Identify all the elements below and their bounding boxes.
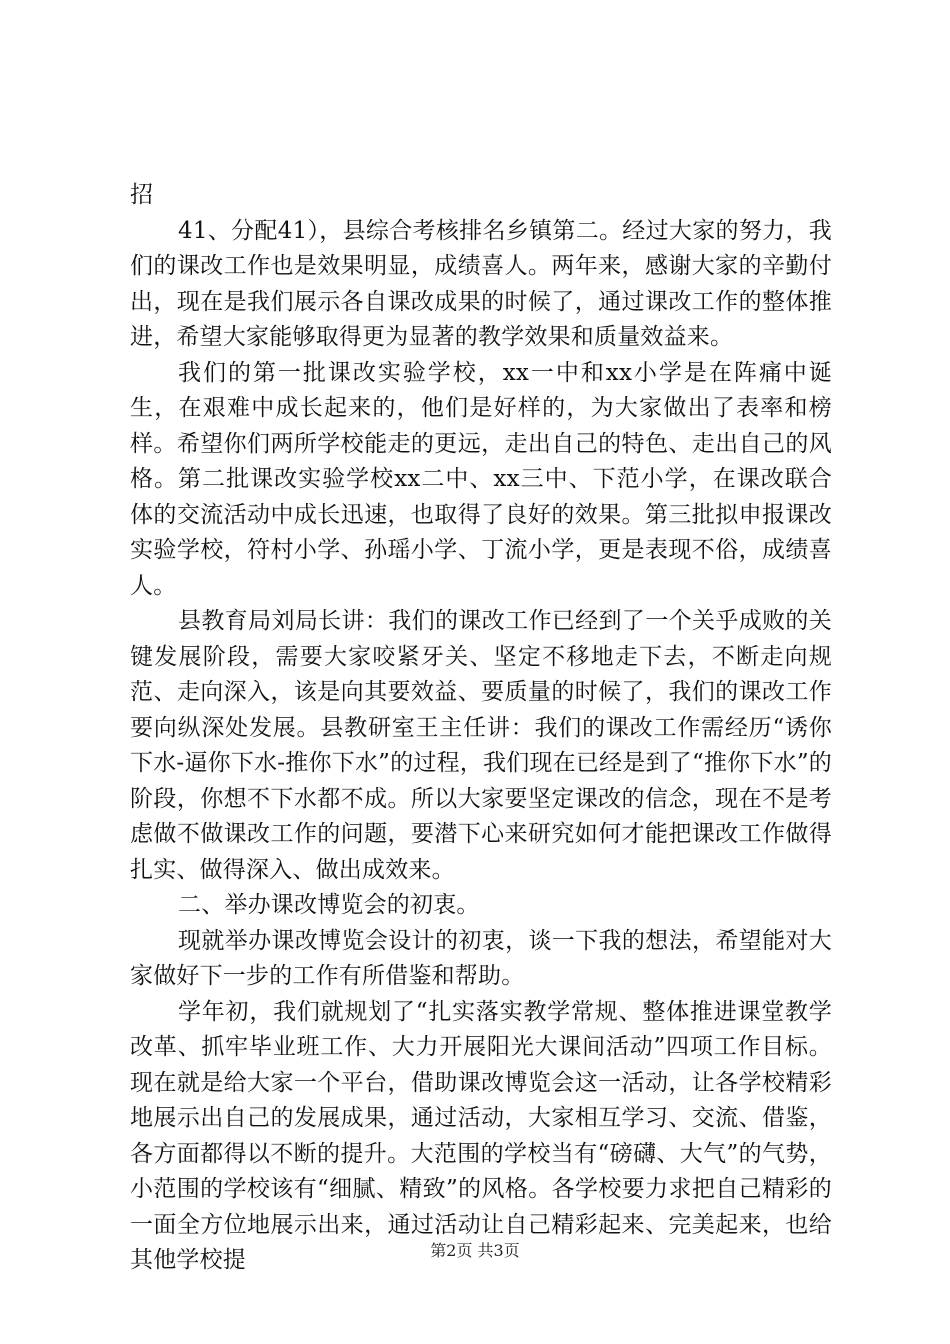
paragraph-4-heading: 二、举办课改博览会的初衷。 xyxy=(178,892,480,918)
document-body xyxy=(130,178,832,1279)
paragraph-5: 现就举办课改博览会设计的初衷，谈一下我的想法，希望能对大家做好下一步的工作有所借鉴和帮助。 xyxy=(130,927,832,989)
paragraph-6: 学年初，我们就规划了“扎实落实教学常规、整体推进课堂教学改革、抓牢毕业班工作、大力开展阳光大课间活动”四项工作目标。现在就是给大家一个平台，借助课改博览会这一活动，让各学校精彩地展示出自己的发展成果，通过活动，大家相互学习、交流、借鉴，各方面都得以不断的提升。大范围的学校当有“磅礴、大气”的气势，小范围的学校该有“细腻、精致”的风格。各学校要力求把自己精彩的一面全方位地展示出来，通过活动让自己精彩起来、完美起来，也给其他学校提 xyxy=(130,998,832,1273)
paragraph-3: 县教育局刘局长讲：我们的课改工作已经到了一个关乎成败的关键发展阶段，需要大家咬紧牙关、坚定不移地走下去，不断走向规范、走向深入，该是向其要效益、要质量的时候了，我们的课改工作要向纵深处发展。县教研室王主任讲：我们的课改工作需经历“诱你下水-逼你下水-推你下水”的过程，我们现在已经是到了“推你下水”的阶段，你想不下水都不成。所以大家要坚定课改的信念，现在不是考虑做不做课改工作的问题，要潜下心来研究如何才能把课改工作做得扎实、做得深入、做出成效来。 xyxy=(130,608,832,883)
paragraph-1: 41、分配41），县综合考核排名乡镇第二。经过大家的努力，我们的课改工作也是效果明显，成绩喜人。两年来，感谢大家的辛勤付出，现在是我们展示各自课改成果的时候了，通过课改工作的整体推进，希望大家能够取得更为显著的教学效果和质量效益来。 xyxy=(130,217,832,350)
paragraph-2: 我们的第一批课改实验学校，xx一中和xx小学是在阵痛中诞生，在艰难中成长起来的，他们是好样的，为大家做出了表率和榜样。希望你们两所学校能走的更远，走出自己的特色、走出自己的风格。第二批课改实验学校xx二中、xx三中、下范小学，在课改联合体的交流活动中成长迅速，也取得了良好的效果。第三批拟申报课改实验学校，符村小学、孙瑶小学、丁流小学，更是表现不俗，成绩喜人。 xyxy=(130,359,832,599)
page-number-footer: 第2页 共3页 xyxy=(430,1241,520,1260)
paragraph-0: 招 xyxy=(130,182,154,208)
